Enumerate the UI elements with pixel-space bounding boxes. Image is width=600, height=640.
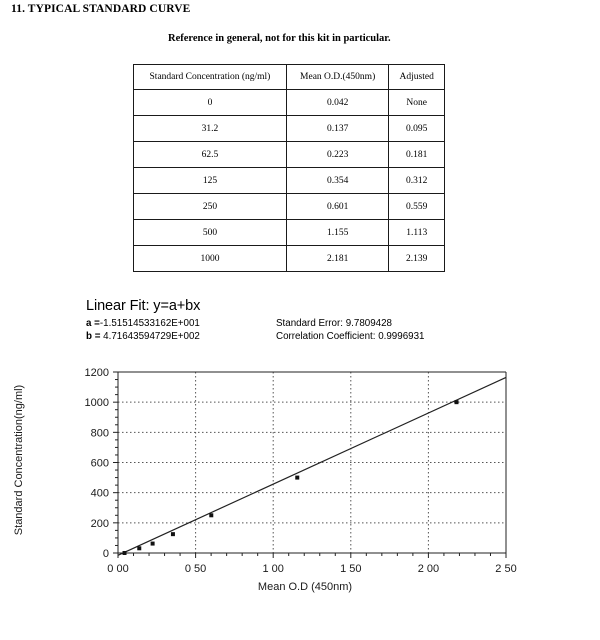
standard-curve-table [133, 64, 445, 272]
cell-concentration: 500 [134, 220, 287, 246]
page-title: 11. TYPICAL STANDARD CURVE [11, 3, 191, 15]
data-point-marker [454, 400, 458, 404]
y-tick-label: 800 [90, 427, 109, 440]
y-tick-label: 1200 [84, 367, 109, 379]
cell-concentration: 125 [134, 168, 287, 194]
chart-svg [0, 360, 600, 610]
column-header-mean-od: Mean O.D.(450nm) [286, 65, 389, 90]
fit-a-value: -1.51514533162E+001 [99, 318, 200, 329]
fit-a-label: a = [86, 318, 100, 329]
cell-concentration: 1000 [134, 246, 287, 272]
cell-mean-od: 2.181 [286, 246, 389, 272]
linear-fit-title: Linear Fit: y=a+bx [86, 298, 201, 314]
y-tick-label: 200 [90, 517, 109, 530]
cell-mean-od: 0.601 [286, 194, 389, 220]
fit-coefficient-b [86, 330, 276, 343]
data-point-marker [209, 513, 213, 517]
chart-plot-frame [118, 372, 506, 553]
data-point-marker [137, 546, 141, 550]
cell-mean-od: 1.155 [286, 220, 389, 246]
table-row [134, 116, 445, 142]
cell-adjusted: 0.181 [389, 142, 445, 168]
data-point-marker [151, 542, 155, 546]
x-tick-label: 0 50 [184, 563, 207, 575]
fit-correlation-coefficient: Correlation Coefficient: 0.9996931 [276, 331, 425, 342]
table-row [134, 194, 445, 220]
column-header-adjusted: Adjusted [389, 65, 445, 90]
cell-adjusted: 0.095 [389, 116, 445, 142]
data-point-marker [171, 532, 175, 536]
data-point-marker [295, 476, 299, 480]
cell-adjusted: 1.113 [389, 220, 445, 246]
table-row [134, 220, 445, 246]
cell-mean-od: 0.137 [286, 116, 389, 142]
chart-x-axis-title: Mean O.D (450nm) [257, 581, 353, 593]
cell-adjusted: None [389, 90, 445, 116]
fit-line [118, 377, 506, 555]
y-tick-label: 1000 [84, 397, 109, 410]
reference-note: Reference in general, not for this kit in particular. [168, 33, 391, 44]
table-row [134, 142, 445, 168]
cell-concentration: 250 [134, 194, 287, 220]
fit-row-b [86, 330, 425, 343]
x-tick-label: 1 50 [340, 563, 362, 575]
cell-concentration: 31.2 [134, 116, 287, 142]
table-row [134, 246, 445, 272]
cell-concentration: 62.5 [134, 142, 287, 168]
data-point-marker [123, 551, 127, 555]
x-tick-label: 2 00 [417, 563, 440, 575]
y-tick-label: 400 [90, 487, 109, 500]
x-tick-label: 1 00 [262, 563, 284, 575]
chart-gridlines [118, 372, 506, 553]
standard-curve-chart [0, 360, 600, 610]
cell-mean-od: 0.042 [286, 90, 389, 116]
cell-concentration: 0 [134, 90, 287, 116]
cell-adjusted: 0.312 [389, 168, 445, 194]
fit-b-label: b = [86, 331, 104, 342]
cell-adjusted: 0.559 [389, 194, 445, 220]
chart-y-axis-title: Standard Concentration(ng/ml) [13, 384, 25, 536]
chart-x-tick-labels [107, 563, 516, 575]
cell-mean-od: 0.354 [286, 168, 389, 194]
table-row [134, 90, 445, 116]
fit-b-value: 4.71643594729E+002 [103, 331, 200, 342]
chart-y-tick-labels [85, 367, 109, 560]
cell-mean-od: 0.223 [286, 142, 389, 168]
table-row [134, 168, 445, 194]
cell-adjusted: 2.139 [389, 246, 445, 272]
chart-fit-line [118, 377, 506, 555]
fit-row-a [86, 317, 425, 330]
table-header-row [134, 65, 445, 90]
fit-standard-error: Standard Error: 9.7809428 [276, 318, 393, 329]
column-header-concentration: Standard Concentration (ng/ml) [134, 65, 287, 90]
x-tick-label: 0 00 [107, 563, 129, 575]
chart-data-points [123, 400, 459, 555]
fit-coefficient-a [86, 317, 276, 330]
x-tick-label: 2 50 [495, 563, 517, 575]
y-tick-label: 600 [90, 457, 109, 470]
linear-fit-block [86, 298, 425, 343]
y-tick-label: 0 [102, 548, 109, 560]
